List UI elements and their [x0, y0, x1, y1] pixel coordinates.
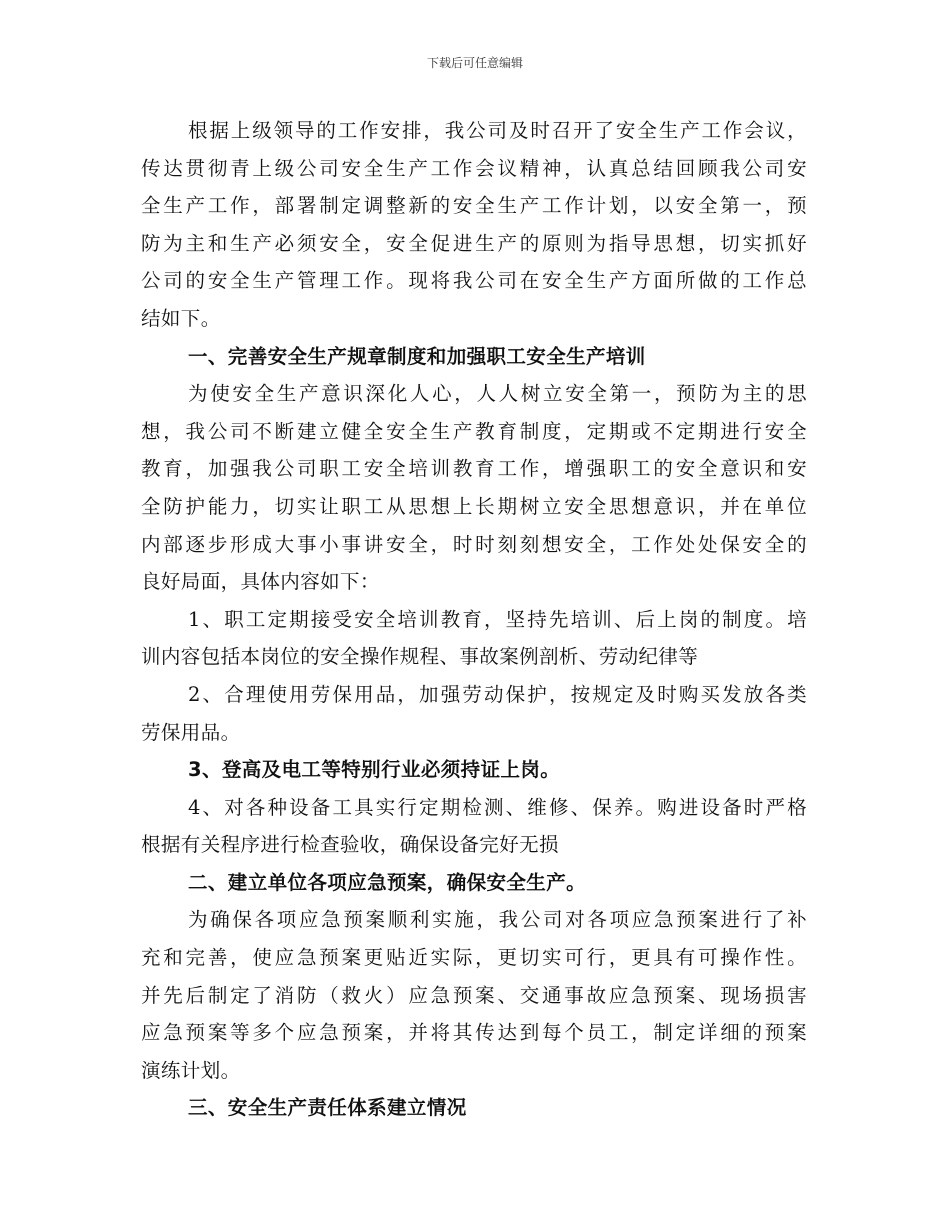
paragraph-line: 为确保各项应急预案顺利实施，我公司对各项应急预案进行了补 — [188, 908, 807, 932]
paragraph-line: 充和完善，使应急预案更贴近实际，更切实可行，更具有可操作性。 — [141, 946, 807, 970]
paragraph-line: 结如下。 — [141, 306, 221, 330]
paragraph-line: 防为主和生产必须安全，安全促进生产的原则为指导思想，切实抓好 — [141, 231, 807, 255]
paragraph-line: 劳保用品。 — [141, 720, 241, 744]
paragraph-line: 2、合理使用劳保用品，加强劳动保护，按规定及时购买发放各类 — [188, 682, 807, 706]
paragraph-line: 1、职工定期接受安全培训教育，坚持先培训、后上岗的制度。培 — [188, 607, 807, 631]
paragraph-line: 为使安全生产意识深化人心，人人树立安全第一，预防为主的思 — [188, 382, 807, 406]
paragraph-line: 想，我公司不断建立健全安全生产教育制度，定期或不定期进行安全 — [141, 419, 807, 443]
section-heading-line: 三、安全生产责任体系建立情况 — [188, 1096, 467, 1120]
paragraph-line: 全生产工作，部署制定调整新的安全生产工作计划，以安全第一，预 — [141, 194, 807, 218]
paragraph-line: 应急预案等多个应急预案，并将其传达到每个员工，制定详细的预案 — [141, 1021, 807, 1045]
paragraph-line: 训内容包括本岗位的安全操作规程、事故案例剖析、劳动纪律等 — [141, 645, 699, 669]
section-heading-line: 一、完善安全生产规章制度和加强职工安全生产培训 — [188, 344, 646, 368]
section-heading-line: 二、建立单位各项应急预案，确保安全生产。 — [188, 870, 587, 894]
paragraph-line: 全防护能力，切实让职工从思想上长期树立安全思想意识，并在单位 — [141, 494, 807, 518]
page-header: 下载后可任意编辑 — [426, 56, 523, 70]
paragraph-line: 教育，加强我公司职工安全培训教育工作，增强职工的安全意识和安 — [141, 457, 807, 481]
paragraph-line: 并先后制定了消防（救火）应急预案、交通事故应急预案、现场损害 — [141, 983, 807, 1007]
paragraph-line: 公司的安全生产管理工作。现将我公司在安全生产方面所做的工作总 — [141, 269, 807, 293]
paragraph-line: 根据有关程序进行检查验收，确保设备完好无损 — [141, 833, 559, 857]
paragraph-line: 传达贯彻青上级公司安全生产工作会议精神，认真总结回顾我公司安 — [141, 156, 807, 180]
paragraph-line: 演练计划。 — [141, 1058, 241, 1082]
paragraph-line: 内部逐步形成大事小事讲安全，时时刻刻想安全，工作处处保安全的 — [141, 532, 807, 556]
paragraph-line: 良好局面，具体内容如下： — [141, 570, 380, 594]
paragraph-line: 根据上级领导的工作安排，我公司及时召开了安全生产工作会议， — [188, 119, 807, 142]
section-heading-line: 3、登高及电工等特别行业必须持证上岗。 — [188, 758, 561, 782]
document-body — [141, 112, 807, 1127]
paragraph-line: 4、对各种设备工具实行定期检测、维修、保养。购进设备时严格 — [188, 795, 807, 819]
